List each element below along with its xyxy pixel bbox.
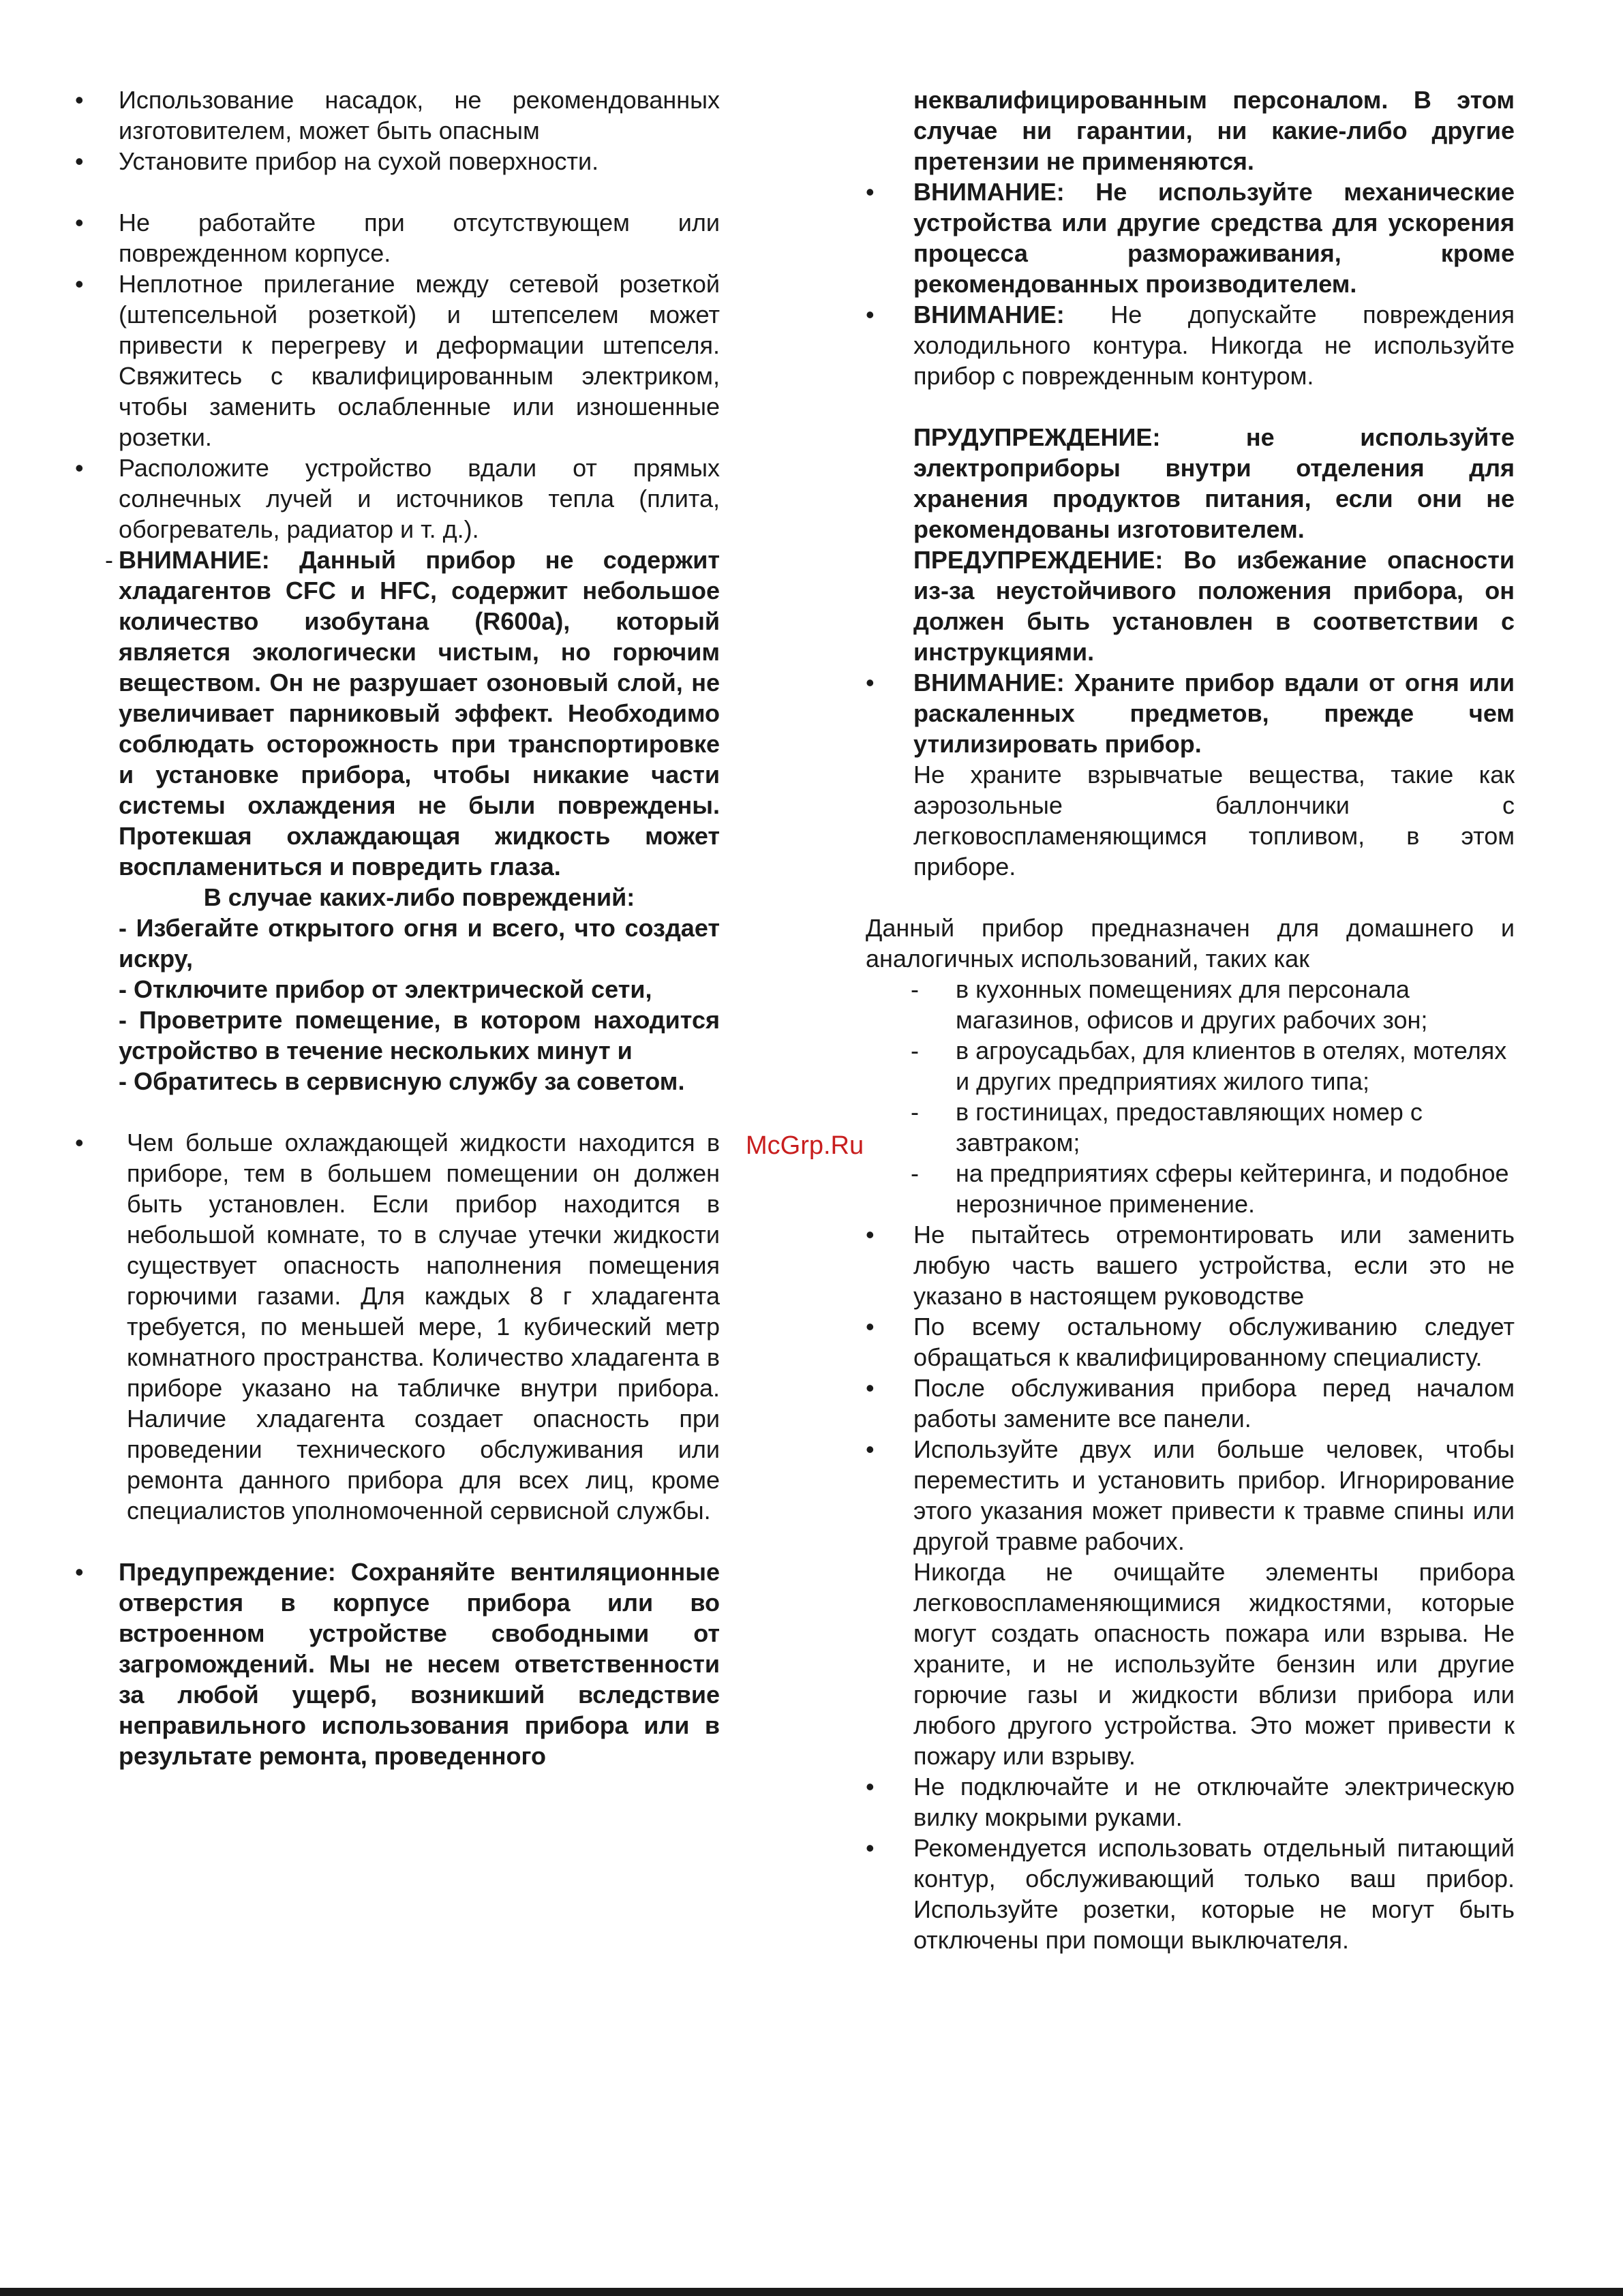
attention-label: ВНИМАНИЕ: — [913, 301, 1065, 328]
left-column — [75, 85, 720, 1771]
warning-text: Данный прибор не содержит хладагентов CFC и HFC, содержит небольшое количество изобутана (R600a), который является экологически чистым, но горючим веществом. Он не разрушает озоновый слой, не увеличивает парниковый эффект. Необходимо соблюдать осторожность при транспортировке и установке прибора, чтобы никакие части системы охлаждения не были повреждены. Протекшая охлаждающая жидкость может воспламениться и повредить глаза. — [119, 546, 720, 881]
use-item-kitchens: - в кухонных помещениях для персонала магазинов, офисов и других рабочих зон; — [866, 974, 1515, 1035]
caution-electrical-appliances: ПРУДУПРЕЖДЕНИЕ: не используйте электроприборы внутри отделения для хранения продуктов питания, если они не рекомендованы изготовителем. — [913, 423, 1515, 543]
bullet-service: • По всему остальному обслуживанию следует обращаться к квалифицированному специалисту. — [866, 1311, 1515, 1373]
intended-use-intro: Данный прибор предназначен для домашнего и аналогичных использований, таких как — [866, 914, 1515, 973]
bullet-panels: • После обслуживания прибора перед началом работы замените все панели. — [866, 1373, 1515, 1434]
bullet-two-people: • Используйте двух или больше человек, чтобы переместить и установить прибор. Игнорирование этого указания может привести к травме спины или другой травме рабочих. — [866, 1434, 1515, 1557]
damage-step-4: - Обратитесь в сервисную службу за советом. — [119, 1067, 685, 1095]
bullet-defrost-warning: • ВНИМАНИЕ: Не используйте механические устройства или другие средства для ускорения процесса размораживания, кроме рекомендованных производителем. — [866, 177, 1515, 299]
bullet-accessories: • Использование насадок, не рекомендованных изготовителем, может быть опасным — [75, 85, 720, 146]
right-column — [866, 85, 1515, 1955]
explosives-note: Не храните взрывчатые вещества, такие как аэрозольные баллончики с легковоспламеняющимся топливом, в этом приборе. — [913, 761, 1515, 881]
bullet-wet-hands: • Не подключайте и не отключайте электрическую вилку мокрыми руками. — [866, 1771, 1515, 1833]
flammable-cleaning-note: Никогда не очищайте элементы прибора легковоспламеняющимися жидкостями, которые могут создать опасность пожара или взрыва. Не храните, и не используйте бензин или другие горючие газы и жидкости вблизи прибора или любого другого устройства. Это может привести к пожару или взрыву. — [913, 1558, 1515, 1770]
bullet-refrigerant-volume: • Чем больше охлаждающей жидкости находится в приборе, тем в большем помещении он должен быть установлен. Если прибор находится в небольшой комнате, то в случае утечки жидкости существует опасность наполнения помещения горючими газами. Для каждых 8 г хладагента требуется, по меньшей мере, 1 кубический метр комнатного пространства. Количество хладагента в приборе указано на табличке внутри прибора. Наличие хладагента создает опасность при проведении технического обслуживания или ремонта данного прибора для всех лиц, кроме специалистов уполномоченной сервисной службы. — [75, 1127, 720, 1526]
damage-step-2: - Отключите прибор от электрической сети, — [119, 975, 652, 1003]
bullet-ventilation-warning: • Предупреждение: Сохраняйте вентиляционные отверстия в корпусе прибора или во встроенном устройстве свободными от загромождений. Мы не несем ответственности за любой ущерб, возникший вследствие неправильного использования прибора или в результате ремонта, проведенного — [75, 1557, 720, 1771]
use-item-bed-breakfast: - в гостиницах, предоставляющих номер с завтраком; — [866, 1097, 1515, 1158]
bullet-no-self-repair: • Не пытайтесь отремонтировать или заменить любую часть вашего устройства, если это не указано в настоящем руководстве — [866, 1219, 1515, 1311]
bottom-rule — [0, 2288, 1623, 2296]
bullet-dry-surface: • Установите прибор на сухой поверхности. — [75, 146, 720, 177]
use-item-farmhouses: - в агроусадьбах, для клиентов в отелях, мотелях и других предприятиях жилого типа; — [866, 1035, 1515, 1097]
caution-stability: ПРЕДУПРЕЖДЕНИЕ: Во избежание опасности из-за неустойчивого положения прибора, он должен быть установлен в соответствии с инструкциями. — [913, 546, 1515, 666]
damage-step-1: - Избегайте открытого огня и всего, что создает искру, — [119, 914, 720, 973]
cooling-circuit-text: Не допускайте повреждения холодильного контура. Никогда не используйте прибор с поврежденным контуром. — [913, 301, 1515, 390]
use-item-catering: - на предприятиях сферы кейтеринга, и подобное нерозничное применение. — [866, 1158, 1515, 1219]
bullet-cooling-circuit — [866, 299, 1515, 391]
watermark: McGrp.Ru — [746, 1131, 864, 1160]
bullet-heat-sources: • Расположите устройство вдали от прямых солнечных лучей и источников тепла (плита, обогреватель, радиатор и т. д.). — [75, 453, 720, 545]
warranty-continuation: неквалифицированным персоналом. В этом случае ни гарантии, ни какие-либо другие претензии не применяются. — [913, 86, 1515, 175]
bullet-damaged-casing: • Не работайте при отсутствующем или поврежденном корпусе. — [75, 207, 720, 269]
warning-label: ВНИМАНИЕ: — [119, 546, 270, 574]
bullet-fire-warning: • ВНИМАНИЕ: Храните прибор вдали от огня или раскаленных предметов, прежде чем утилизировать прибор. — [866, 667, 1515, 759]
bullet-separate-circuit: • Рекомендуется использовать отдельный питающий контур, обслуживающий только ваш прибор. Используйте розетки, которые не могут быть отключены при помощи выключателя. — [866, 1833, 1515, 1955]
warning-refrigerant: - ВНИМАНИЕ: Данный прибор не содержит хладагентов CFC и HFC, содержит небольшое количество изобутана (R600a), который является экологически чистым, но горючим веществом. Он не разрушает озоновый слой, не увеличивает парниковый эффект. Необходимо соблюдать осторожность при транспортировке и установке прибора, чтобы никакие части системы охлаждения не были повреждены. Протекшая охлаждающая жидкость может воспламениться и повредить глаза. — [105, 546, 720, 881]
damage-step-3: - Проветрите помещение, в котором находится устройство в течение нескольких минут и — [119, 1006, 720, 1065]
bullet-loose-socket: • Неплотное прилегание между сетевой розеткой (штепсельной розеткой) и штепселем может привести к перегреву и деформации штепселя. Свяжитесь с квалифицированным электриком, чтобы заменить ослабленные или изношенные розетки. — [75, 269, 720, 453]
damage-title: В случае каких-либо повреждений: — [203, 883, 635, 911]
